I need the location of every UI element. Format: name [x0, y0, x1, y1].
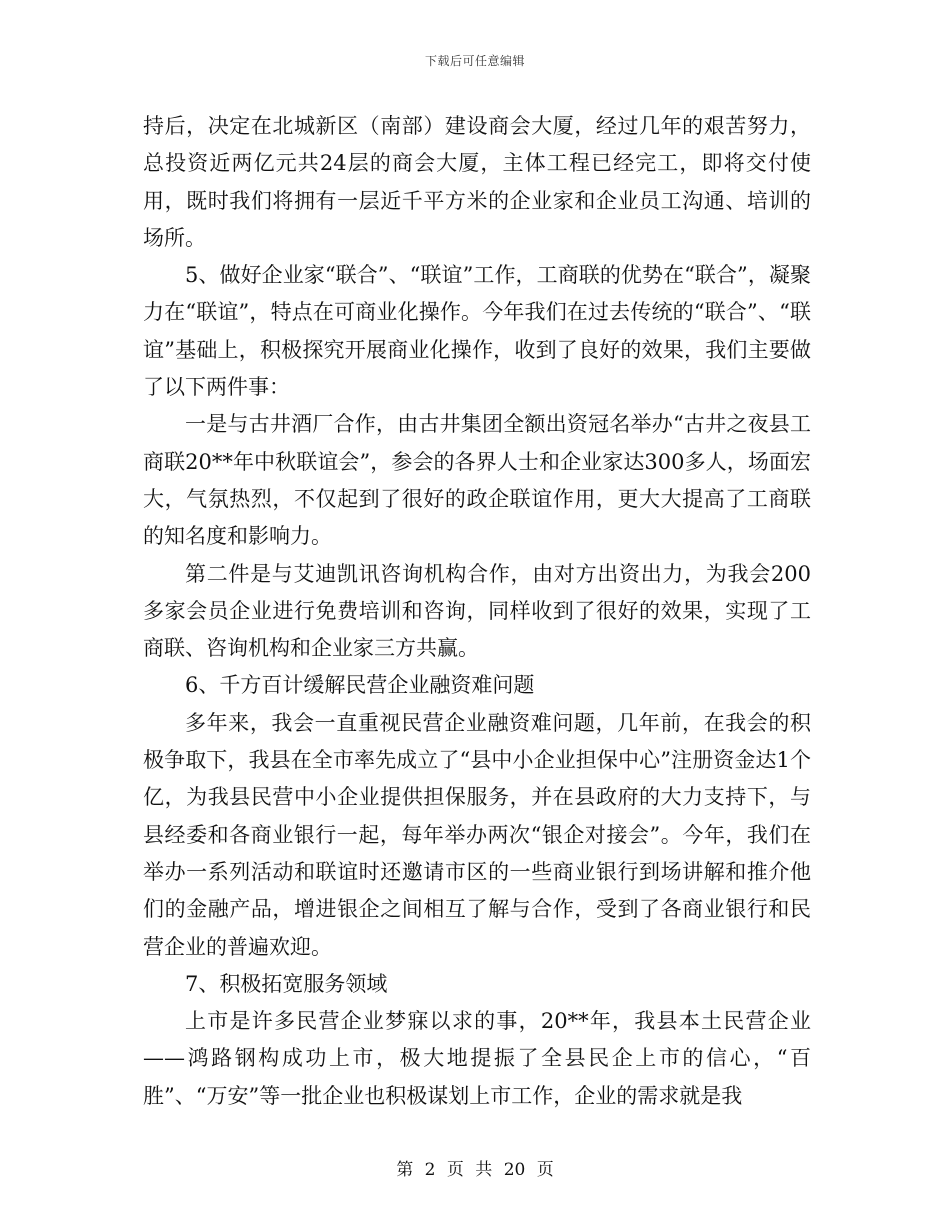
page-number-footer: 第 2 页 共 20 页: [396, 1160, 554, 1180]
document-body: [143, 108, 811, 1115]
section-heading: 6、千方百计缓解民营企业融资难问题: [185, 673, 535, 698]
page-header: 下载后可任意编辑: [424, 54, 525, 68]
section-heading: 7、积极拓宽服务领域: [185, 971, 388, 996]
paragraph: 一是与古井酒厂合作，由古井集团全额出资冠名举办“古井之夜县工商联20**年中秋联谊会”，参会的各界人士和企业家达300多人，场面宏大，气氛热烈，不仅起到了很好的政企联谊作用，更大大提高了工商联的知名度和影响力。: [143, 412, 811, 549]
paragraph: 上市是许多民营企业梦寐以求的事，20**年，我县本土民营企业——鸿路钢构成功上市，极大地提振了全县民企上市的信心，“百胜”、“万安”等一批企业也积极谋划上市工作，企业的需求就是我: [143, 1009, 811, 1108]
paragraph: 持后，决定在北城新区（南部）建设商会大厦，经过几年的艰苦努力，总投资近两亿元共24层的商会大厦，主体工程已经完工，即将交付使用，既时我们将拥有一层近千平方米的企业家和企业员工沟通、培训的场所。: [143, 114, 811, 250]
paragraph: 多年来，我会一直重视民营企业融资难问题，几年前，在我会的积极争取下，我县在全市率先成立了“县中小企业担保中心”注册资金达1个亿，为我县民营中小企业提供担保服务，并在县政府的大力支持下，与县经委和各商业银行一起，每年举办两次“银企对接会”。今年，我们在举办一系列活动和联谊时还邀请市区的一些商业银行到场讲解和推介他们的金融产品，增进银企之间相互了解与合作，受到了各商业银行和民营企业的普遍欢迎。: [143, 710, 811, 959]
paragraph: 第二件是与艾迪凯讯咨询机构合作，由对方出资出力，为我会200多家会员企业进行免费培训和咨询，同样收到了很好的效果，实现了工商联、咨询机构和企业家三方共赢。: [143, 561, 811, 661]
paragraph: 5、做好企业家“联合”、“联谊”工作，工商联的优势在“联合”，凝聚力在“联谊”，特点在可商业化操作。今年我们在过去传统的“联合”、“联谊”基础上，积极探究开展商业化操作，收到了良好的效果，我们主要做了以下两件事：: [143, 263, 811, 400]
